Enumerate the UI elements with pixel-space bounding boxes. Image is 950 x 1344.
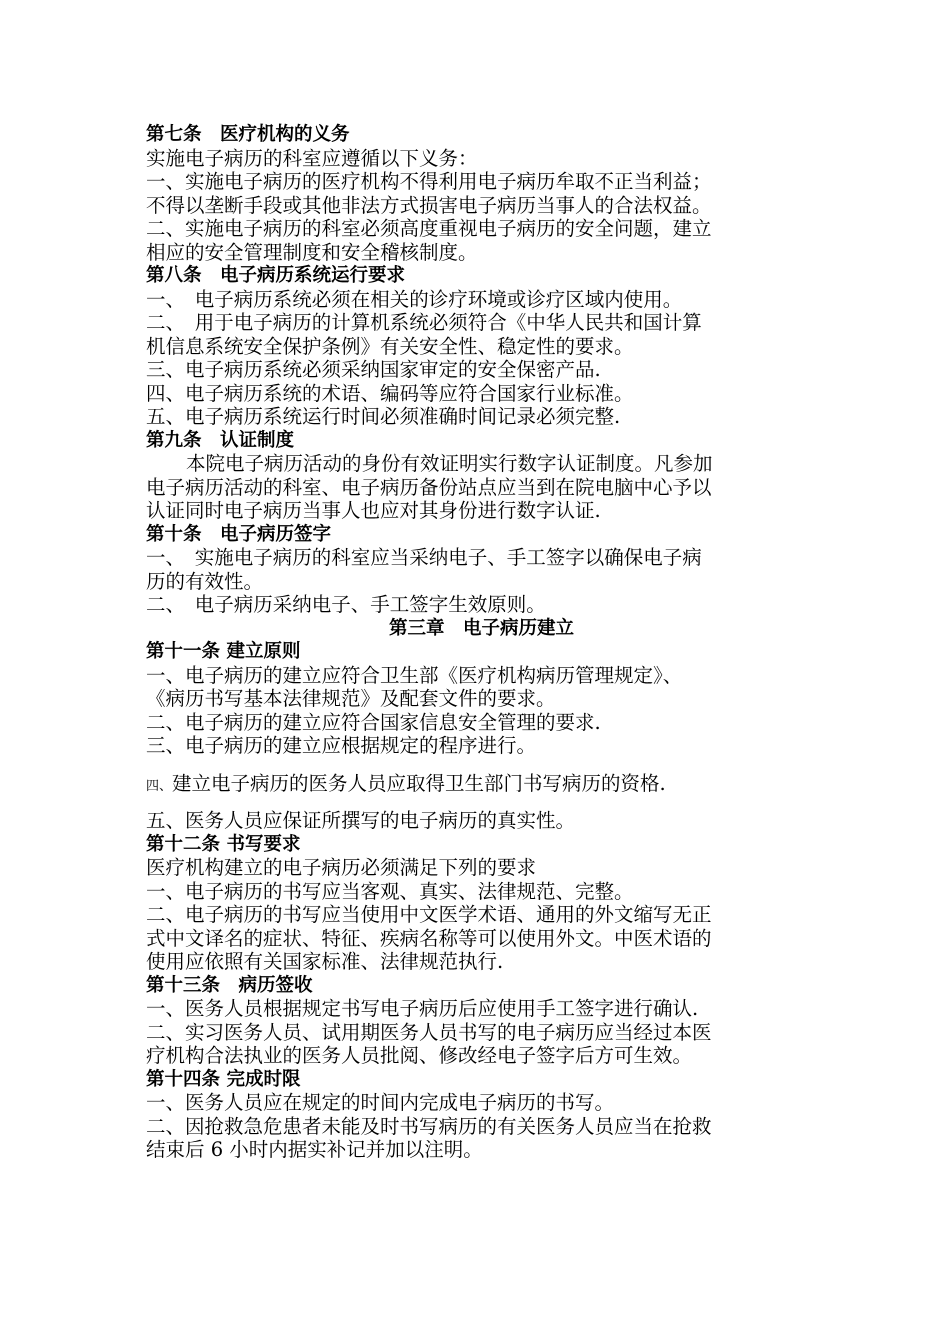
article-9-paragraph-line-1: 本院电子病历活动的身份有效证明实行数字认证制度。凡参加	[186, 452, 713, 475]
article-10-item-1-line-2: 历的有效性。	[146, 569, 264, 593]
article-9-paragraph-line-2: 电子病历活动的科室、电子病历备份站点应当到在院电脑中心予以	[146, 475, 712, 499]
article-12-heading: 第十二条 书写要求	[146, 833, 301, 855]
article-8-item-2-line-2: 机信息系统安全保护条例》有关安全性、稳定性的要求。	[146, 334, 634, 358]
article-8-item-2-line-1: 二、 用于电子病历的计算机系统必须符合《中华人民共和国计算	[146, 311, 702, 334]
article-11-item-4	[146, 772, 811, 796]
article-10-heading: 第十条 电子病历签字	[146, 523, 332, 545]
article-7-item-2-line-2: 相应的安全管理制度和安全稽核制度。	[146, 240, 478, 264]
article-8-item-3: 三、电子病历系统必须采纳国家审定的安全保密产品.	[146, 358, 601, 381]
article-12-item-2-line-1: 二、电子病历的书写应当使用中文医学术语、通用的外文缩写无正	[146, 903, 712, 926]
article-10-item-1-line-1: 一、 实施电子病历的科室应当采纳电子、手工签字以确保电子病	[146, 546, 702, 569]
article-14-item-2-line-2: 结束后 6 小时内据实补记并加以注明。	[146, 1138, 483, 1161]
article-12-item-1: 一、电子病历的书写应当客观、真实、法律规范、完整。	[146, 879, 634, 903]
article-8-item-1: 一、 电子病历系统必须在相关的诊疗环境或诊疗区域内使用。	[146, 287, 683, 311]
article-11-item-3: 三、电子病历的建立应根据规定的程序进行。	[146, 734, 537, 757]
article-11-item-2: 二、电子病历的建立应符合国家信息安全管理的要求.	[146, 710, 601, 734]
article-13-item-2-line-1: 二、实习医务人员、试用期医务人员书写的电子病历应当经过本医	[146, 1020, 712, 1044]
article-14-heading: 第十四条 完成时限	[146, 1068, 301, 1090]
article-12-item-2-line-2: 式中文译名的症状、特征、疾病名称等可以使用外文。中医术语的	[146, 926, 712, 950]
article-11-item-4-prefix: 四、	[146, 778, 173, 794]
article-13-item-2-line-2: 疗机构合法执业的医务人员批阅、修改经电子签字后方可生效。	[146, 1044, 693, 1067]
article-12-item-2-line-3: 使用应依照有关国家标准、法律规范执行.	[146, 950, 504, 973]
article-7-item-1-line-2: 不得以垄断手段或其他非法方式损害电子病历当事人的合法权益。	[146, 193, 712, 217]
article-11-item-1-line-2: 《病历书写基本法律规范》及配套文件的要求。	[146, 687, 556, 710]
article-13-item-1: 一、医务人员根据规定书写电子病历后应使用手工签字进行确认.	[146, 997, 699, 1020]
article-8-heading: 第八条 电子病历系统运行要求	[146, 265, 406, 286]
article-11-item-4-text: 建立电子病历的医务人员应取得卫生部门书写病历的资格.	[172, 771, 666, 795]
article-7-intro: 实施电子病历的科室应遵循以下义务：	[146, 146, 478, 170]
article-11-heading: 第十一条 建立原则	[146, 641, 301, 662]
article-9-heading: 第九条 认证制度	[146, 429, 295, 451]
article-8-item-5: 五、电子病历系统运行时间必须准确时间记录必须完整.	[146, 405, 621, 428]
article-7-item-2-line-1: 二、实施电子病历的科室必须高度重视电子病历的安全问题，建立	[146, 217, 712, 240]
article-8-item-4: 四、电子病历系统的术语、编码等应符合国家行业标准。	[146, 381, 634, 405]
article-14-item-1: 一、医务人员应在规定的时间内完成电子病历的书写。	[146, 1091, 615, 1114]
document-body	[146, 123, 811, 1162]
article-13-heading: 第十三条 病历签收	[146, 974, 313, 996]
article-7-heading: 第七条 医疗机构的义务	[146, 124, 350, 145]
article-7-item-1-line-1: 一、实施电子病历的医疗机构不得利用电子病历牟取不正当利益；	[146, 170, 712, 193]
article-11-item-1-line-1: 一、电子病历的建立应符合卫生部《医疗机构病历管理规定》、	[146, 663, 683, 687]
article-11-item-5: 五、医务人员应保证所撰写的电子病历的真实性。	[146, 809, 576, 832]
article-9-paragraph-line-3: 认证同时电子病历当事人也应对其身份进行数字认证.	[146, 499, 601, 522]
article-14-item-2-line-1: 二、因抢救急危患者未能及时书写病历的有关医务人员应当在抢救	[146, 1114, 712, 1138]
article-12-intro: 医疗机构建立的电子病历必须满足下列的要求	[146, 856, 537, 879]
article-10-item-2: 二、 电子病历采纳电子、手工签字生效原则。	[146, 593, 546, 616]
chapter-3-heading: 第三章 电子病历建立	[388, 617, 574, 639]
